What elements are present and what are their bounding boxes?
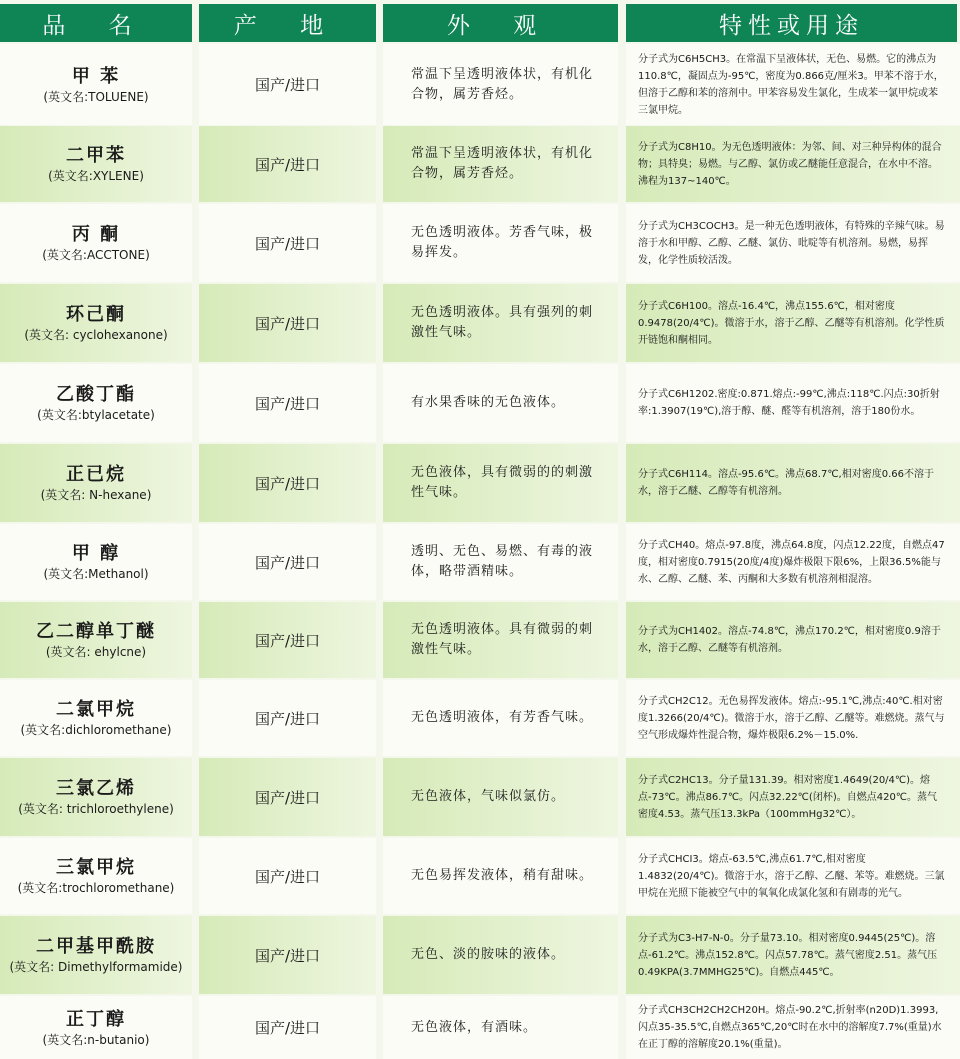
feature-cell (626, 916, 960, 994)
product-name-cn: 三氯甲烷 (56, 857, 136, 878)
product-appearance: 透明、无色、易燃、有毒的液体，略带酒精味。 (411, 544, 594, 579)
product-name-cn: 甲 苯 (71, 65, 121, 87)
product-name-cn: 乙酸丁酯 (56, 384, 136, 405)
name-cell (0, 284, 192, 362)
product-feature: 分子式C6H100。溶点-16.4℃，沸点155.6℃，相对密度0.9478(20/4℃)。微溶于水，溶于乙醇、乙醚等有机溶剂。化学性质开链饱和酮相同。 (638, 300, 945, 346)
product-name-cn: 正丁醇 (66, 1008, 126, 1030)
product-origin: 国产/进口 (254, 394, 321, 413)
header-feature: 特性或用途 (626, 4, 957, 42)
product-appearance: 无色液体，有酒味。 (411, 1019, 538, 1035)
origin-cell (199, 838, 376, 914)
product-origin: 国产/进口 (254, 631, 321, 650)
table-row (0, 758, 960, 836)
product-name-cn: 乙二醇单丁醚 (36, 621, 156, 642)
product-appearance: 无色透明液体。芳香气味，极易挥发。 (411, 225, 594, 260)
product-feature: 分子式CH2C12。无色易挥发液体。熔点:-95.1℃,沸点:40℃.相对密度1.3266(20/4℃)。微溶于水，溶于乙醇、乙醚等。难燃烧。蒸气与空气形成爆炸性混合物，爆炸极限6.2%－15.0%. (638, 695, 945, 741)
appearance-cell (383, 284, 618, 362)
origin-cell (199, 44, 376, 125)
feature-cell (626, 838, 960, 914)
appearance-cell (383, 44, 618, 125)
product-origin: 国产/进口 (254, 234, 321, 253)
product-name-en: (英文名: cyclohexanone) (24, 328, 168, 342)
product-name-cn: 二甲苯 (66, 145, 126, 166)
product-appearance: 无色透明液体。具有强列的刺激性气味。 (411, 305, 594, 340)
product-name-cn: 二氯甲烷 (56, 699, 136, 720)
origin-cell (199, 602, 376, 678)
product-feature: 分子式C2HC13。分子量131.39。相对密度1.4649(20/4℃)。熔点-73℃。沸点86.7℃。闪点32.22℃(闭杯)。自燃点420℃。蒸气密度4.53。蒸气压13.3kPa（100mmHg32℃）。 (638, 774, 938, 820)
product-name-cn: 三氯乙烯 (56, 778, 136, 799)
appearance-cell (383, 444, 618, 522)
header-origin: 产 地 (199, 4, 376, 42)
product-origin: 国产/进口 (254, 788, 321, 807)
appearance-cell (383, 364, 618, 442)
origin-cell (199, 364, 376, 442)
product-appearance: 无色透明液体。具有微弱的刺激性气味。 (411, 622, 594, 657)
appearance-cell (383, 602, 618, 678)
product-origin: 国产/进口 (254, 76, 321, 94)
table-row (0, 204, 960, 282)
name-cell (0, 126, 192, 202)
origin-cell (199, 680, 376, 756)
header-name: 品 名 (0, 4, 192, 42)
name-cell (0, 602, 192, 678)
product-feature: 分子式C6H114。溶点-95.6℃。沸点68.7℃,相对密度0.66不溶于水，溶于乙醚、乙醇等有机溶剂。 (638, 469, 934, 497)
product-name-en: (英文名:TOLUENE) (43, 89, 149, 104)
product-name-en: (英文名: ehylcne) (45, 645, 147, 659)
product-feature: 分子式为CH1402。溶点-74.8℃，沸点170.2℃，相对密度0.9溶于水，溶于乙醇、乙醚等有机溶剂。 (638, 626, 941, 654)
origin-cell (199, 758, 376, 836)
product-feature: 分子式为C3-H7-N-0。分子量73.10。相对密度0.9445(25℃)。溶点-61.2℃。沸点152.8℃。闪点57.78℃。蒸气密度2.51。蒸气压0.49KPA(3.7MMHG25℃)。自燃点445℃。 (638, 932, 938, 978)
feature-cell (626, 126, 960, 202)
product-origin: 国产/进口 (254, 709, 321, 728)
feature-cell (626, 602, 960, 678)
product-origin: 国产/进口 (254, 155, 321, 174)
feature-cell (626, 680, 960, 756)
name-cell (0, 524, 192, 600)
product-appearance: 无色液体，气味似氯仿。 (411, 789, 566, 804)
product-name-en: (英文名:btylacetate) (37, 408, 155, 422)
appearance-cell (383, 916, 618, 994)
product-origin: 国产/进口 (254, 314, 321, 333)
product-name-en: (英文名: N-hexane) (40, 488, 152, 502)
origin-cell (199, 996, 376, 1059)
product-appearance: 无色液体，具有微弱的的刺激性气味。 (411, 465, 594, 500)
table-row (0, 444, 960, 522)
product-feature: 分子式为C6H5CH3。在常温下呈液体状，无色、易燃。它的沸点为110.8℃，凝固点为-95℃，密度为0.866克/厘米3。甲苯不溶于水，但溶于乙醇和苯的溶剂中。甲苯容易发生氯化，生成苯一氯甲烷或苯三氯甲烷。 (638, 53, 944, 116)
product-feature: 分子式CHCI3。熔点-63.5℃,沸点61.7℃,相对密度1.4832(20/4℃)。微溶于水，溶于乙醇、乙醚、苯等。难燃烧。三氯甲烷在光照下能被空气中的氧氧化成氯化氢和有剧毒的光气。 (638, 853, 945, 899)
name-cell (0, 758, 192, 836)
feature-cell (626, 284, 960, 362)
table-row (0, 838, 960, 914)
product-appearance: 常温下呈透明液体状，有机化合物，属芳香烃。 (411, 146, 594, 181)
product-name-en: (英文名:Methanol) (43, 567, 149, 581)
origin-cell (199, 284, 376, 362)
name-cell (0, 204, 192, 282)
table-row (0, 996, 960, 1059)
table-row (0, 44, 960, 125)
table-row (0, 602, 960, 678)
product-appearance: 有水果香味的无色液体。 (411, 395, 566, 410)
product-feature: 分子式CH3CH2CH2CH20H。熔点-90.2℃,折射率(n20D)1.3993,闪点35-35.5℃,自燃点365℃,20℃时在水中的溶解度7.7%(重量)水在正丁醇的溶解度20.1%(重量)。 (638, 1005, 942, 1050)
product-name-cn: 环己酮 (66, 304, 126, 325)
product-name-en: (英文名: trichloroethylene) (18, 802, 174, 816)
product-appearance: 无色易挥发液体，稍有甜味。 (411, 868, 594, 883)
product-feature: 分子式CH40。熔点-97.8度，沸点64.8度，闪点12.22度，自燃点47度，相对密度0.7915(20度/4度)爆炸极限下限6%，上限36.5%能与水、乙醇、乙醚、苯、丙酮和大多数有机溶剂相混溶。 (638, 539, 945, 585)
table-row (0, 524, 960, 600)
product-feature: 分子式为C8H10。为无色透明液体：为邻、间、对三种异构体的混合物；具特臭；易燃。与乙醇、氯仿或乙醚能任意混合，在水中不溶。沸程为137~140℃。 (638, 141, 942, 187)
origin-cell (199, 444, 376, 522)
appearance-cell (383, 680, 618, 756)
table-row (0, 126, 960, 202)
product-name-en: (英文名:trochloromethane) (17, 881, 175, 895)
appearance-cell (383, 204, 618, 282)
table-row (0, 364, 960, 442)
appearance-cell (383, 838, 618, 914)
feature-cell (626, 758, 960, 836)
table-header (0, 0, 960, 44)
feature-cell (626, 364, 960, 442)
product-name-en: (英文名: Dimethylformamide) (9, 960, 183, 974)
product-feature: 分子式为CH3COCH3。是一种无色透明液体，有特殊的辛辣气味。易溶于水和甲醇、乙醇、乙醚、氯仿、吡啶等有机溶剂。易燃，易挥发，化学性质较活泼。 (638, 220, 945, 266)
name-cell (0, 364, 192, 442)
appearance-cell (383, 996, 618, 1059)
origin-cell (199, 524, 376, 600)
appearance-cell (383, 524, 618, 600)
product-origin: 国产/进口 (254, 553, 321, 572)
product-name-en: (英文名:dichloromethane) (20, 723, 172, 737)
product-name-en: (英文名:ACCTONE) (42, 248, 150, 262)
origin-cell (199, 126, 376, 202)
name-cell (0, 916, 192, 994)
product-name-cn: 甲 醇 (71, 543, 121, 564)
name-cell (0, 680, 192, 756)
origin-cell (199, 916, 376, 994)
product-appearance: 无色、淡的胺味的液体。 (411, 947, 566, 962)
product-name-en: (英文名:n-butanio) (42, 1032, 150, 1047)
product-origin: 国产/进口 (254, 946, 321, 965)
table-row (0, 284, 960, 362)
name-cell (0, 838, 192, 914)
table-row (0, 916, 960, 994)
name-cell (0, 996, 192, 1059)
feature-cell (626, 44, 960, 125)
header-appearance: 外 观 (383, 4, 618, 42)
appearance-cell (383, 758, 618, 836)
product-name-en: (英文名:XYLENE) (48, 169, 144, 183)
feature-cell (626, 996, 960, 1059)
product-origin: 国产/进口 (254, 1019, 321, 1037)
product-origin: 国产/进口 (254, 867, 321, 886)
product-origin: 国产/进口 (254, 474, 321, 493)
name-cell (0, 44, 192, 125)
appearance-cell (383, 126, 618, 202)
name-cell (0, 444, 192, 522)
feature-cell (626, 204, 960, 282)
feature-cell (626, 524, 960, 600)
table-row (0, 680, 960, 756)
product-name-cn: 正已烷 (66, 464, 126, 485)
feature-cell (626, 444, 960, 522)
origin-cell (199, 204, 376, 282)
product-appearance: 常温下呈透明液体状，有机化合物，属芳香烃。 (411, 66, 594, 102)
product-name-cn: 二甲基甲酰胺 (36, 936, 156, 957)
product-feature: 分子式C6H1202.密度:0.871.熔点:-99℃,沸点:118℃.闪点:30折射率:1.3907(19℃),溶于醇、醚、醛等有机溶剂，溶于180份水。 (638, 389, 940, 417)
product-name-cn: 丙 酮 (71, 224, 121, 245)
product-appearance: 无色透明液体，有芳香气味。 (411, 710, 594, 725)
